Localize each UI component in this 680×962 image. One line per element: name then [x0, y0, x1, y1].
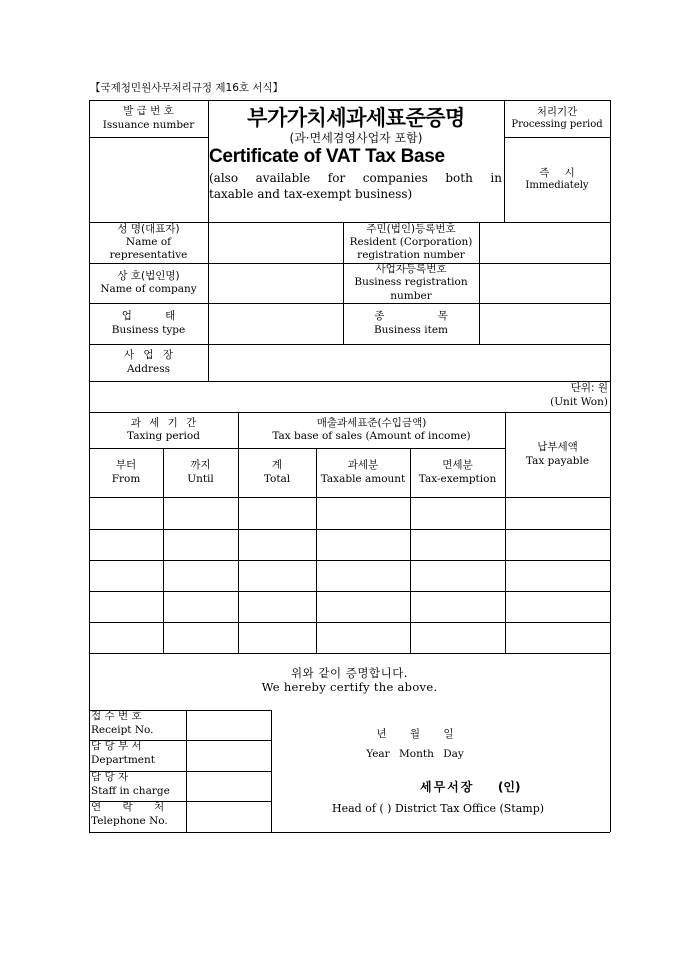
certify-statement: 위와 같이 증명합니다. We hereby certify the above.	[261, 665, 438, 694]
company-name-field[interactable]	[208, 263, 343, 303]
business-item-field[interactable]	[479, 303, 610, 344]
table-row[interactable]	[89, 529, 610, 560]
title-english-sub-2: taxable and tax-exempt business)	[209, 187, 413, 201]
tax-base-header: 매출과세표준(수입금액) Tax base of sales (Amount of income)	[272, 416, 471, 442]
table-row[interactable]	[89, 591, 610, 622]
processing-period-label: 처리기간 Processing period	[511, 105, 603, 130]
department-field[interactable]	[186, 740, 271, 771]
issuance-number-field[interactable]	[89, 137, 208, 222]
receipt-number-field[interactable]	[186, 710, 271, 740]
tax-exemption-header: 면세분 Tax-exemption	[418, 459, 497, 485]
form-reference: 【국제청민원사무처리규정 제16호 서식】	[90, 82, 284, 94]
processing-period-value: 즉 시 Immediately	[525, 166, 589, 191]
receipt-number-label: 접 수 번 호 Receipt No.	[91, 710, 154, 736]
table-row[interactable]	[89, 497, 610, 528]
title-korean-sub: (과·면세겸영사업자 포함)	[289, 131, 423, 145]
address-field[interactable]	[208, 344, 610, 381]
title-english: Certificate of VAT Tax Base	[209, 146, 445, 167]
company-name-label: 상 호(법인명) Name of company	[100, 269, 197, 295]
title-korean: 부가가치세과세표준증명	[247, 106, 465, 130]
business-item-label: 종 목 Business item	[373, 310, 449, 336]
tax-payable-header: 납부세액 Tax payable	[525, 441, 590, 467]
from-header: 부터 From	[111, 459, 141, 485]
business-registration-label: 사업자등록번호 Business registration number	[354, 263, 468, 302]
business-registration-field[interactable]	[479, 263, 610, 303]
resident-number-field[interactable]	[479, 222, 610, 263]
issuance-number-label: 발 급 번 호 Issuance number	[102, 105, 195, 131]
certificate-title	[208, 100, 504, 222]
address-label: 사 업 장 Address	[123, 349, 174, 375]
representative-field[interactable]	[208, 222, 343, 263]
head-of-tax-office: Head of ( ) District Tax Office (Stamp)	[332, 802, 545, 815]
taxing-period-header: 과 세 기 간 Taxing period	[127, 416, 200, 442]
business-type-field[interactable]	[208, 303, 343, 344]
total-header: 계 Total	[263, 459, 291, 485]
taxable-amount-header: 과세분 Taxable amount	[320, 459, 406, 485]
head-signature-korean: 세무서장 (인)	[420, 780, 521, 794]
title-english-sub-1: (also available for companies both in	[209, 171, 502, 185]
stamp-mark: (인)	[497, 780, 521, 794]
table-row[interactable]	[89, 560, 610, 591]
business-type-label: 업 태 Business type	[111, 310, 186, 336]
table-row[interactable]	[89, 622, 610, 653]
issue-date: 년 월 일 Year Month Day	[366, 728, 464, 760]
representative-label: 성 명(대표자) Name of representative	[109, 222, 188, 262]
staff-label: 담 당 자 Staff in charge	[91, 771, 170, 797]
staff-field[interactable]	[186, 771, 271, 801]
unit-label: 단위: 원 (Unit Won)	[550, 382, 608, 408]
telephone-field[interactable]	[186, 801, 271, 832]
telephone-label: 연 락 처 Telephone No.	[91, 801, 168, 827]
department-label: 담 당 부 서 Department	[91, 740, 156, 766]
resident-number-label: 주민(법인)등록번호 Resident (Corporation) registration number	[349, 222, 473, 262]
until-header: 까지 Until	[187, 459, 214, 485]
